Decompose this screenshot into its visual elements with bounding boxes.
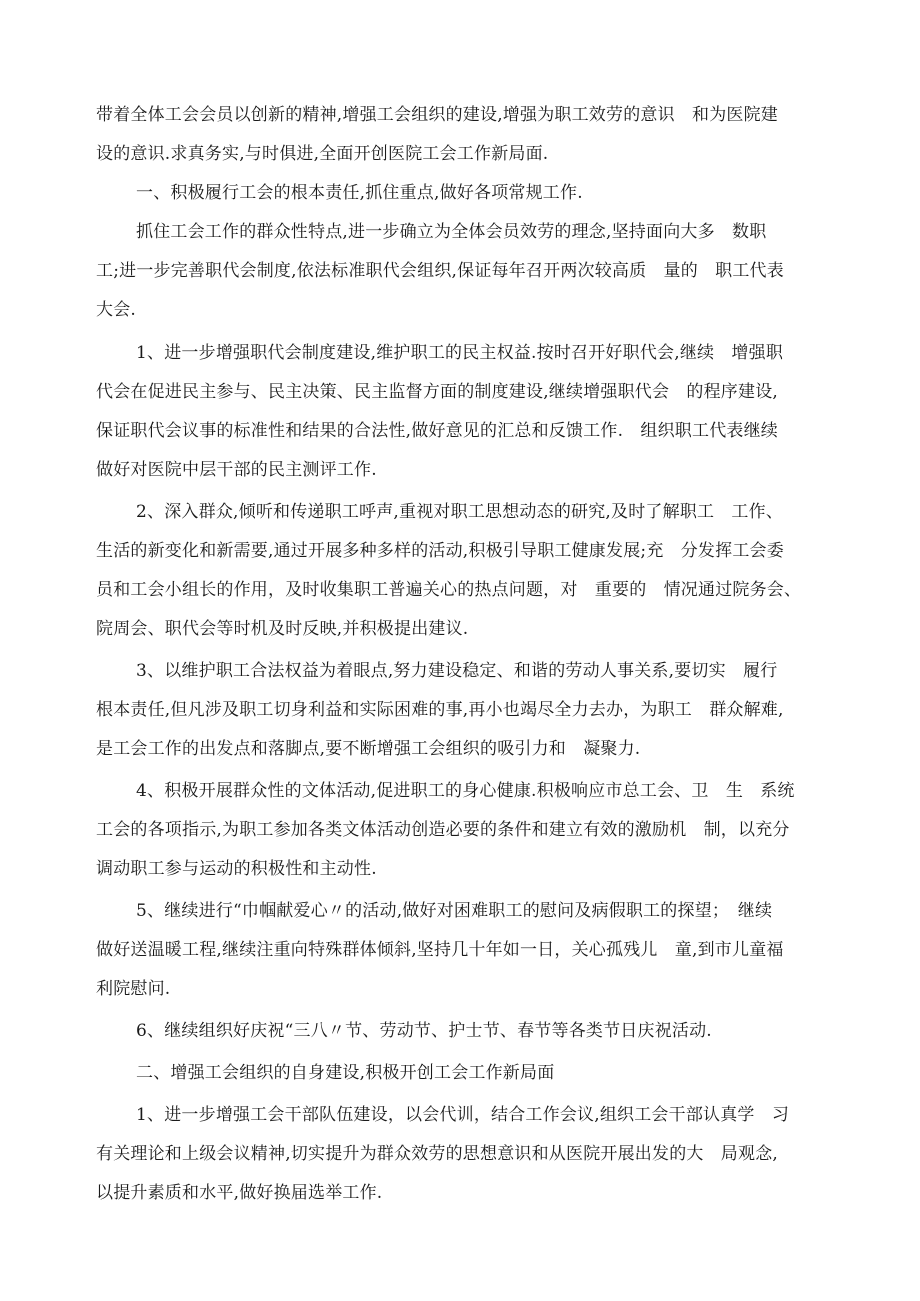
text-line-9: 保证职代会议事的标准性和结果的合法性,做好意见的汇总和反馈工作. 组织职工代表继续: [96, 421, 779, 441]
text-line-1: 带着全体工会会员以创新的精神,增强工会组织的建设,增强为职工效劳的意识 和为医院建: [96, 105, 779, 125]
text-line-26: 1、进一步增强工会干部队伍建设，以会代训，结合工作会议,组织工会干部认真学 习: [136, 1105, 790, 1125]
text-line-15: 3、以维护职工合法权益为着眼点,努力建设稳定、和谐的劳动人事关系,要切实 履行: [136, 661, 778, 681]
text-line-23: 利院慰问.: [96, 979, 171, 999]
text-line-13: 员和工会小组长的作用，及时收集职工普遍关心的热点问题，对 重要的 情况通过院务会、: [96, 580, 802, 600]
text-line-21: 5、继续进行“巾帼献爱心〃的活动,做好对困难职工的慰问及病假职工的探望； 继续: [136, 901, 773, 921]
text-line-16: 根本责任,但凡涉及职工切身利益和实际困难的事,再小也竭尽全力去办，为职工 群众解难,: [96, 700, 784, 720]
text-line-18: 4、积极开展群众性的文体活动,促进职工的身心健康.积极响应市总工会、卫 生 系统: [136, 781, 795, 801]
text-line-24: 6、继续组织好庆祝“三八〃节、劳动节、护士节、春节等各类节日庆祝活动.: [136, 1021, 712, 1041]
text-line-4: 抓住工会工作的群众性特点,进一步确立为全体会员效劳的理念,坚持面向大多 数职: [136, 222, 767, 242]
text-line-2: 设的意识.求真务实,与时俱进,全面开创医院工会工作新局面.: [96, 144, 549, 164]
text-line-27: 有关理论和上级会议精神,切实提升为群众效劳的思想意识和从医院开展出发的大 局观念,: [96, 1144, 779, 1164]
section-heading-1: 一、积极履行工会的根本责任,抓住重点,做好各项常规工作.: [136, 183, 583, 203]
text-line-12: 生活的新变化和新需要,通过开展多种多样的活动,积极引导职工健康发展;充 分发挥工会委: [96, 541, 784, 561]
section-heading-2: 二、增强工会组织的自身建设,积极开创工会工作新局面: [136, 1063, 555, 1083]
text-line-7: 1、进一步增强职代会制度建设,维护职工的民主权益.按时召开好职代会,继续 增强职: [136, 343, 784, 363]
text-line-14: 院周会、职代会等时机及时反映,并积极提出建议.: [96, 619, 469, 639]
text-line-11: 2、深入群众,倾听和传递职工呼声,重视对职工思想动态的研究,及时了解职工 工作、: [136, 502, 784, 522]
text-line-19: 工会的各项指示,为职工参加各类文体活动创造必要的条件和建立有效的激励机 制，以充分: [96, 820, 790, 840]
text-line-28: 以提升素质和水平,做好换届选举工作.: [96, 1183, 383, 1203]
text-line-5: 工;进一步完善职代会制度,依法标准职代会组织,保证每年召开两次较高质 量的 职工代表: [96, 261, 784, 281]
text-line-17: 是工会工作的出发点和落脚点,要不断增强工会组织的吸引力和 凝聚力.: [96, 739, 641, 759]
text-line-10: 做好对医院中层干部的民主测评工作.: [96, 460, 377, 480]
text-line-8: 代会在促进民主参与、民主决策、民主监督方面的制度建设,继续增强职代会 的程序建设,: [96, 382, 779, 402]
text-line-20: 调动职工参与运动的积极性和主动性.: [96, 859, 377, 879]
text-line-6: 大会.: [96, 300, 137, 320]
text-line-22: 做好送温暖工程,继续注重向特殊群体倾斜,坚持几十年如一日，关心孤残儿 童,到市儿童福: [96, 940, 784, 960]
